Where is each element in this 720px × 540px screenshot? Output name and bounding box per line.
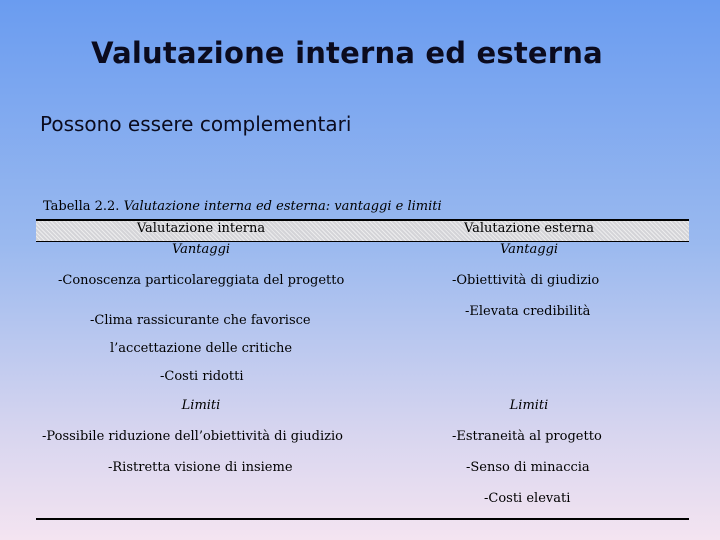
internal-advantage-item: -Clima rassicurante che favorisce <box>90 313 311 328</box>
vantaggi-label-internal: Vantaggi <box>171 242 231 257</box>
external-limit-item: -Costi elevati <box>484 491 571 506</box>
internal-advantage-item: -Costi ridotti <box>160 369 244 384</box>
external-advantage-item: -Elevata credibilità <box>465 304 591 319</box>
col-header-external: Valutazione esterna <box>463 221 595 236</box>
table-bottom-rule <box>36 518 689 520</box>
limiti-label-external: Limiti <box>509 398 549 413</box>
table-caption-text: Valutazione interna ed esterna: vantaggi e limiti <box>123 199 442 214</box>
internal-advantage-item: l’accettazione delle critiche <box>110 341 293 356</box>
limiti-label-internal: Limiti <box>181 398 221 413</box>
col-header-internal: Valutazione interna <box>136 221 266 236</box>
table-caption <box>43 199 442 214</box>
external-limit-item: -Estraneità al progetto <box>452 429 602 444</box>
vantaggi-label-external: Vantaggi <box>499 242 559 257</box>
external-limit-item: -Senso di minaccia <box>466 460 590 475</box>
external-advantage-item: -Obiettività di giudizio <box>452 273 600 288</box>
slide-subtitle: Possono essere complementari <box>40 112 352 136</box>
table-caption-label: Tabella 2.2. <box>43 199 120 214</box>
slide-title: Valutazione interna ed esterna <box>91 36 603 70</box>
internal-limit-item: -Possibile riduzione dell’obiettività di giudizio <box>42 429 343 444</box>
internal-limit-item: -Ristretta visione di insieme <box>108 460 293 475</box>
internal-advantage-item: -Conoscenza particolareggiata del progetto <box>58 273 345 288</box>
